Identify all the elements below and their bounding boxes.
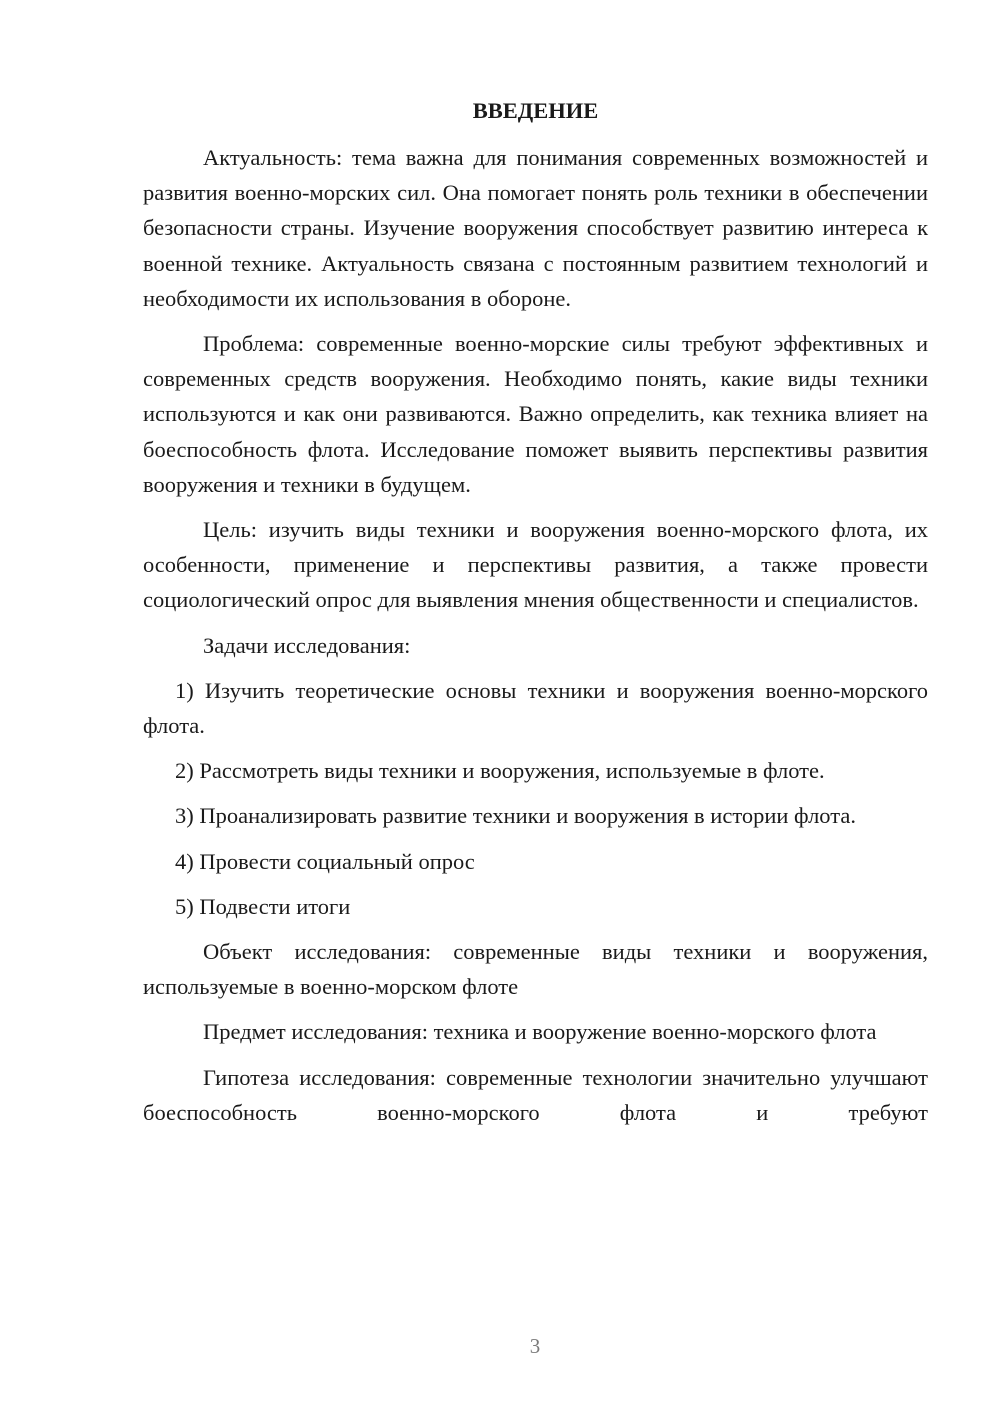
task-item: 4) Провести социальный опрос <box>175 848 475 874</box>
task-item: 1) Изучить теоретические основы техники и вооружения военно-морского флота. <box>143 677 928 739</box>
object-paragraph: Объект исследования: современные виды техники и вооружения, используемые в военно-морском флоте <box>143 939 928 1000</box>
task-item: 2) Рассмотреть виды техники и вооружения, используемые в флоте. <box>175 758 825 784</box>
relevance-paragraph: Актуальность: тема важна для понимания современных возможностей и развития военно-морских сил. Она помогает понять роль техники в обеспечении безопасности страны. Изучение вооружения способствует развитию интереса к военной технике. Актуальность связана с постоянным развитием технологий и необходимости их использования в обороне. <box>143 145 928 311</box>
task-item: 3) Проанализировать развитие техники и вооружения в истории флота. <box>175 803 856 829</box>
subject-paragraph: Предмет исследования: техника и вооружение военно-морского флота <box>203 1019 877 1045</box>
goal-paragraph: Цель: изучить виды техники и вооружения военно-морского флота, их особенности, применение и перспективы развития, а также провести социологический опрос для выявления мнения общественности и специалистов. <box>143 517 928 613</box>
page-number: 3 <box>529 1334 541 1358</box>
problem-paragraph: Проблема: современные военно-морские силы требуют эффективных и современных средств вооружения. Необходимо понять, какие виды техники используются и как они развиваются. Важно определить, как техника влияет на боеспособность флота. Исследование поможет выявить перспективы развития вооружения и техники в будущем. <box>143 331 928 497</box>
tasks-title: Задачи исследования: <box>203 632 411 658</box>
task-item: 5) Подвести итоги <box>175 893 351 919</box>
hypothesis-paragraph: Гипотеза исследования: современные технологии значительно улучшают боеспособность военно-морского флота и требуют <box>143 1064 928 1125</box>
section-heading: ВВЕДЕНИЕ <box>472 98 599 123</box>
page-content <box>143 96 928 1140</box>
